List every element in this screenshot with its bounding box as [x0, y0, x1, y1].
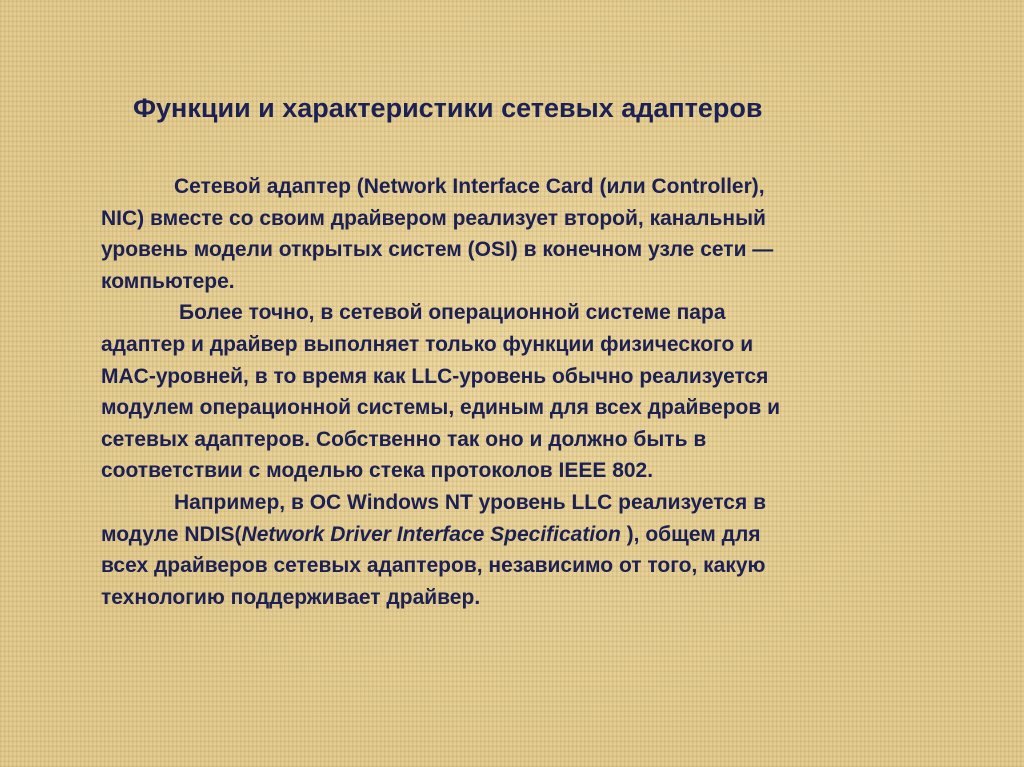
- text-line: Более точно, в сетевой операционной системе пара: [179, 301, 726, 325]
- slide-body: [101, 171, 961, 613]
- text-line-mixed: [101, 519, 961, 551]
- text-line: сетевых адаптеров. Собственно так оно и должно быть в: [101, 427, 707, 451]
- ndis-expansion-italic: Network Driver Interface Specification: [241, 522, 621, 546]
- text-line: модулем операционной системы, единым для всех драйверов и: [101, 396, 781, 420]
- text-line: адаптер и драйвер выполняет только функции физического и: [101, 332, 754, 356]
- text-line: Например, в ОС Windows NT уровень LLC реализуется в: [174, 490, 766, 514]
- slide-title: Функции и характеристики сетевых адаптеров: [133, 93, 763, 123]
- text-line: MAC-уровней, в то время как LLC-уровень обычно реализуется: [101, 364, 769, 388]
- text-line: Сетевой адаптер (Network Interface Card (или Controller),: [174, 175, 765, 198]
- text-line: соответствии с моделью стека протоколов IEEE 802.: [101, 459, 654, 483]
- text-segment: модуле NDIS(: [101, 522, 242, 546]
- text-segment: ), общем для: [620, 522, 761, 546]
- text-line: компьютере.: [101, 269, 235, 293]
- text-line: технологию поддерживает драйвер.: [101, 585, 481, 609]
- text-line: всех драйверов сетевых адаптеров, независимо от того, какую: [101, 554, 766, 578]
- text-line: уровень модели открытых систем (OSI) в конечном узле сети —: [101, 238, 774, 262]
- text-line: NIC) вместе со своим драйвером реализует второй, канальный: [101, 206, 766, 230]
